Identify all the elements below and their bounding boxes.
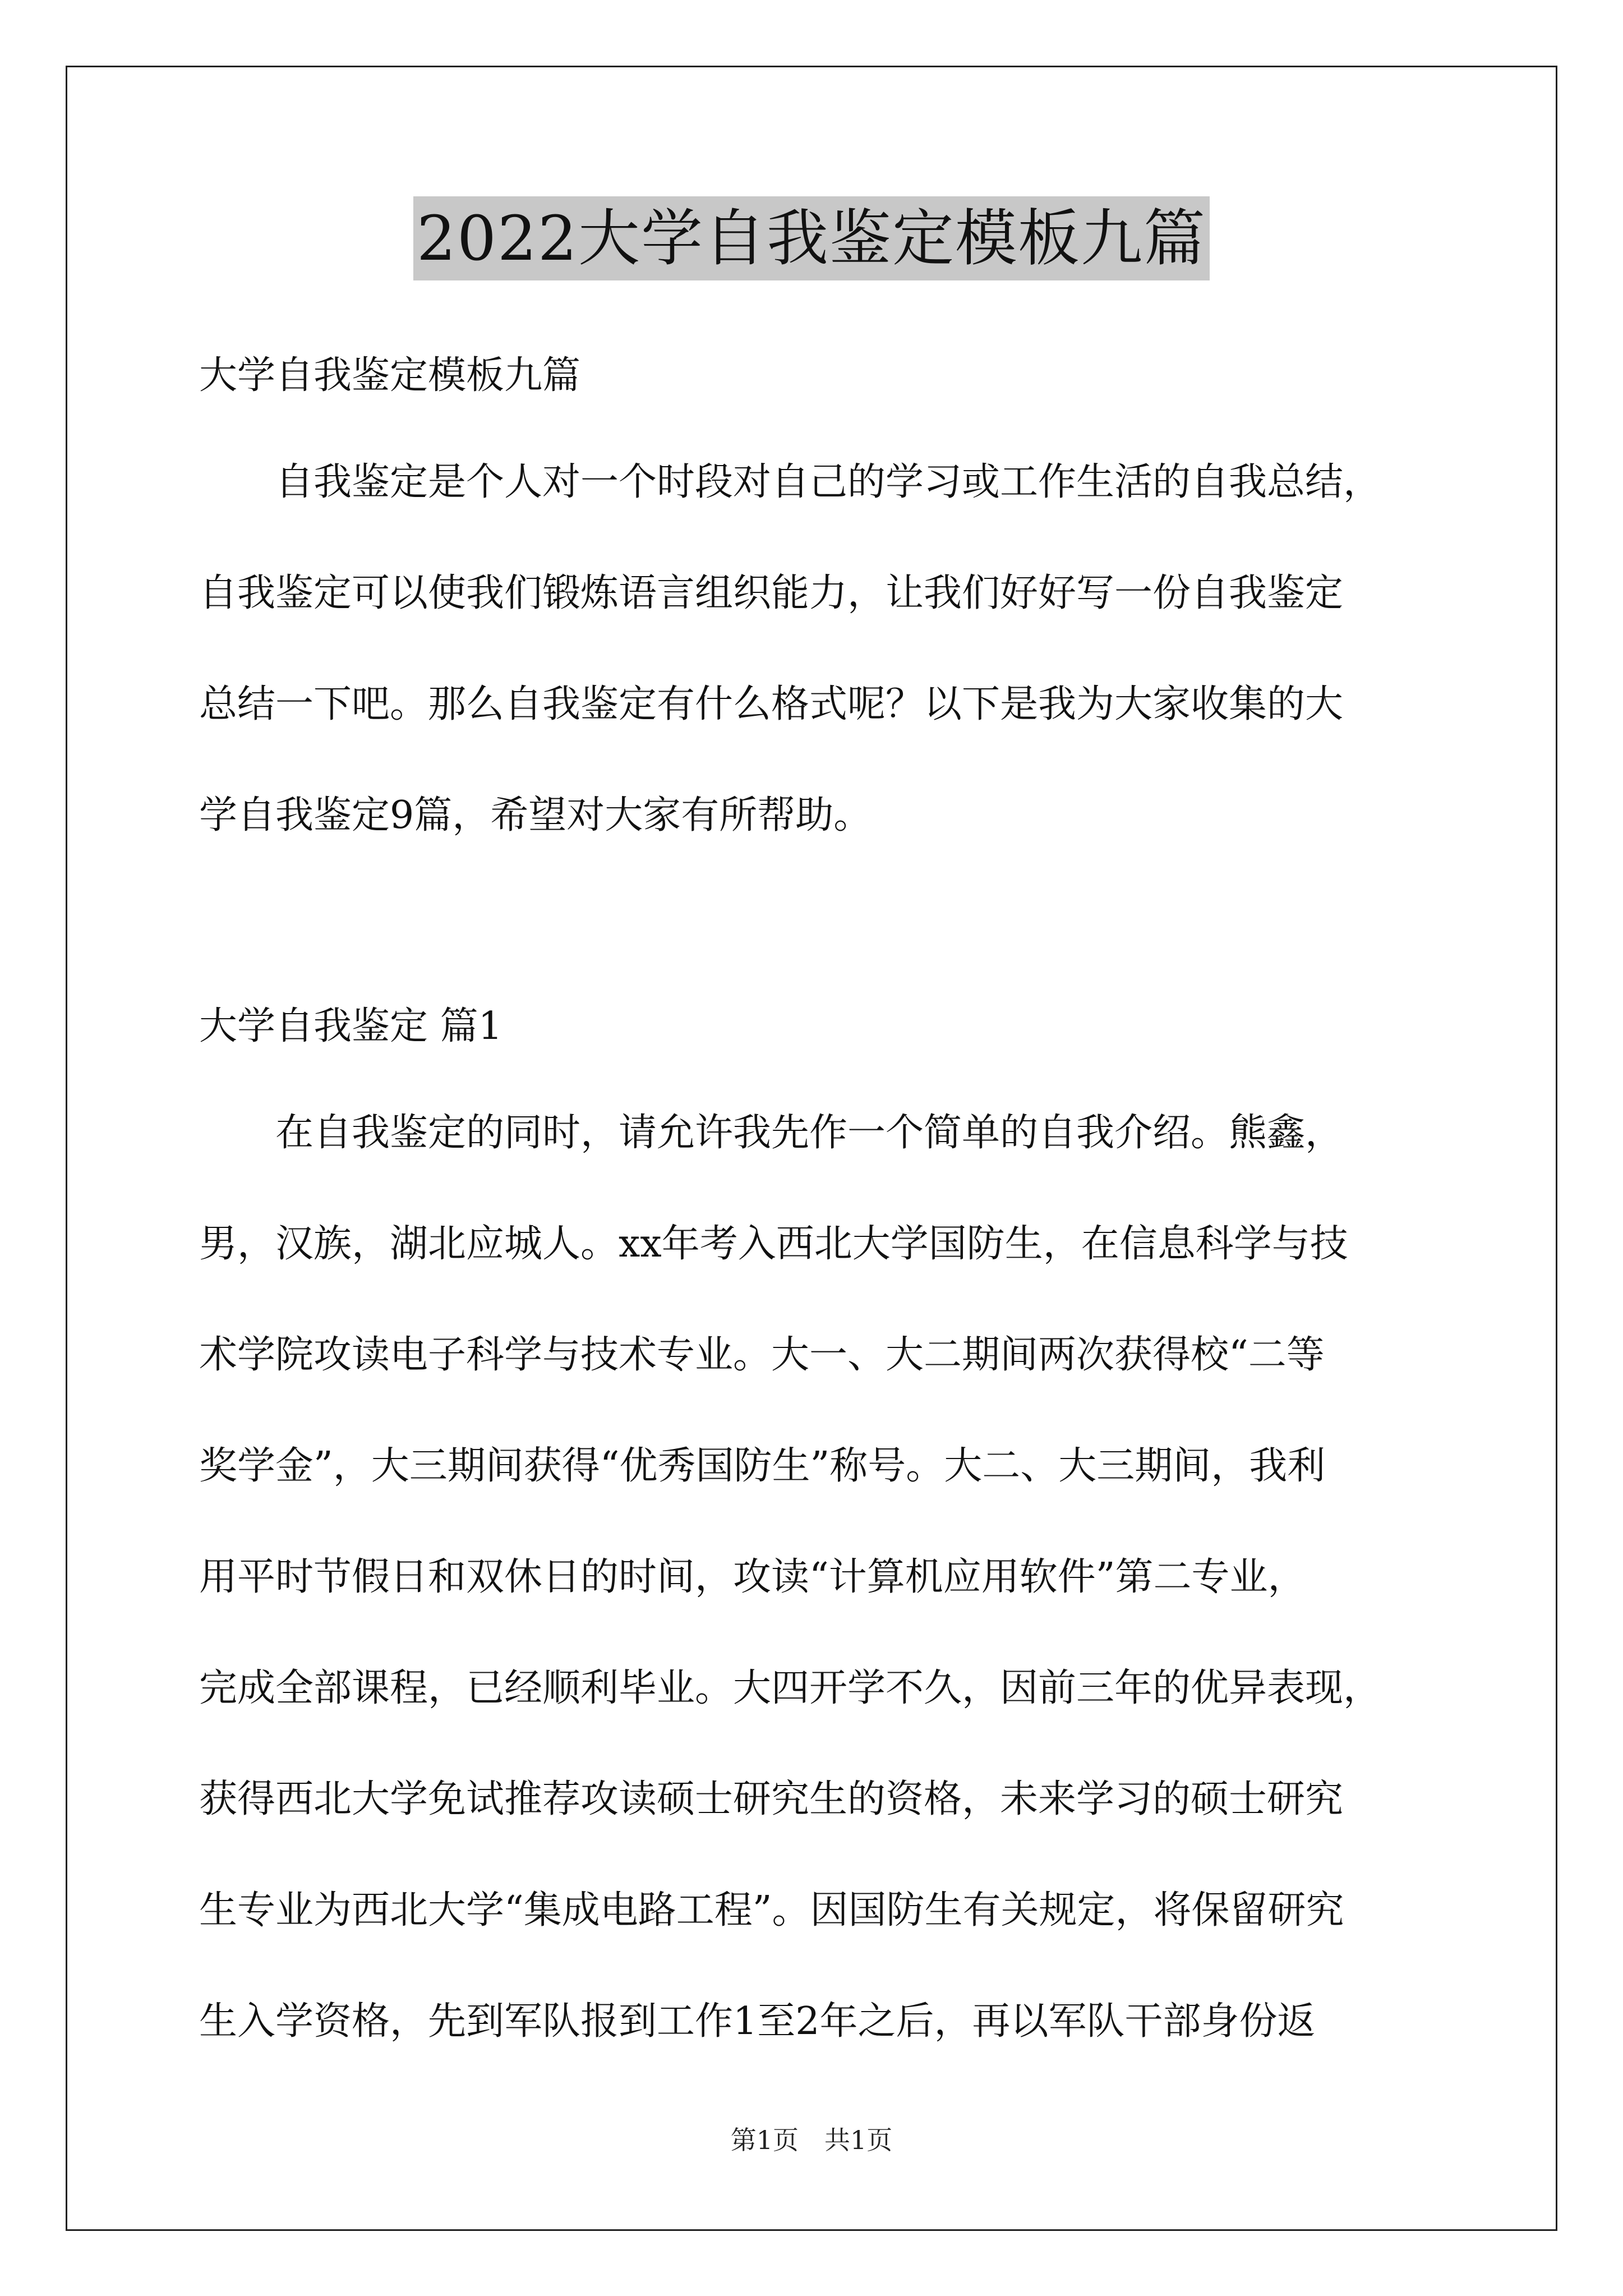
intro-line: 自我鉴定是个人对一个时段对自己的学习或工作生活的自我总结， xyxy=(199,460,1382,504)
intro-line: 学自我鉴定9篇，希望对大家有所帮助。 xyxy=(199,793,872,838)
document-subtitle: 大学自我鉴定模板九篇 xyxy=(199,353,581,398)
document-title: 2022大学自我鉴定模板九篇 xyxy=(413,196,1210,280)
section-line: 完成全部课程，已经顺利毕业。大四开学不久，因前三年的优异表现， xyxy=(199,1666,1382,1710)
section-line: 生入学资格，先到军队报到工作1至2年之后，再以军队干部身份返 xyxy=(199,1999,1316,2044)
intro-line: 自我鉴定可以使我们锻炼语言组织能力，让我们好好写一份自我鉴定 xyxy=(199,571,1344,615)
section-line: 奖学金”，大三期间获得“优秀国防生”称号。大二、大三期间，我利 xyxy=(199,1444,1326,1488)
page-number: 第1页 共1页 xyxy=(730,2125,893,2155)
intro-line: 总结一下吧。那么自我鉴定有什么格式呢？以下是我为大家收集的大 xyxy=(199,682,1344,726)
page-footer xyxy=(0,2123,1623,2157)
section-heading: 大学自我鉴定 篇1 xyxy=(199,1004,502,1048)
section-line: 在自我鉴定的同时，请允许我先作一个简单的自我介绍。熊鑫， xyxy=(199,1111,1344,1155)
section-line: 术学院攻读电子科学与技术专业。大一、大二期间两次获得校“二等 xyxy=(199,1333,1325,1377)
section-line: 获得西北大学免试推荐攻读硕士研究生的资格，未来学习的硕士研究 xyxy=(199,1777,1344,1821)
section-line: 生专业为西北大学“集成电路工程”。因国防生有关规定，将保留研究 xyxy=(199,1888,1344,1932)
section-line: 男，汉族，湖北应城人。xx年考入西北大学国防生，在信息科学与技 xyxy=(199,1222,1348,1266)
title-container xyxy=(0,196,1623,280)
section-line: 用平时节假日和双休日的时间，攻读“计算机应用软件”第二专业， xyxy=(199,1555,1306,1599)
